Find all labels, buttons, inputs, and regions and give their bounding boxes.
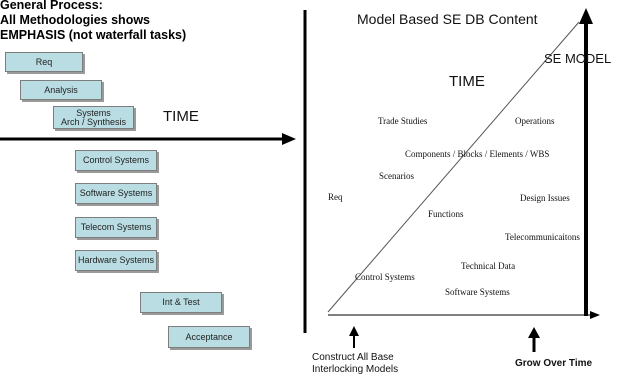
label-control-systems: Control Systems (355, 272, 415, 282)
label-functions: Functions (428, 209, 464, 219)
x-axis-arrowhead (590, 311, 600, 319)
box-int-test (140, 292, 222, 313)
label-operations: Operations (515, 116, 555, 126)
box-control-systems (75, 150, 157, 171)
se-model-arrowhead (579, 8, 593, 24)
construct-label-2: Interlocking Models (312, 364, 399, 375)
growth-diagonal-line (328, 22, 579, 312)
label-software-systems: Software Systems (445, 287, 510, 297)
right-time-label: TIME (449, 73, 485, 90)
heading-line-1: General Process: (0, 0, 103, 12)
label-scenarios: Scenarios (379, 171, 414, 181)
left-time-arrowhead (282, 133, 296, 145)
label-design-issues: Design Issues (520, 193, 570, 203)
box-telecom-label: Telecom Systems (80, 222, 152, 232)
right-title: Model Based SE DB Content (357, 11, 538, 27)
box-software-label: Software Systems (79, 188, 153, 198)
grow-over-time-label: Grow Over Time (515, 358, 593, 369)
label-telecom: Telecommunicaitons (505, 232, 580, 242)
box-hardware-systems (75, 250, 157, 271)
box-systems-label-1: Systems (76, 107, 111, 118)
construct-label-1: Construct All Base (312, 352, 394, 363)
box-analysis (20, 80, 102, 100)
construct-up-arrowhead (349, 326, 359, 336)
box-systems-arch (53, 106, 134, 129)
left-time-label: TIME (163, 108, 199, 125)
label-technical-data: Technical Data (461, 261, 516, 271)
box-hardware-label: Hardware Systems (77, 255, 155, 265)
box-req-label: Req (35, 56, 53, 67)
box-control-label: Control Systems (82, 155, 150, 165)
box-acceptance (168, 326, 250, 348)
box-telecom-systems (75, 217, 157, 238)
grow-up-arrowhead (528, 327, 540, 338)
label-components: Components / Blocks / Elements / WBS (405, 149, 550, 159)
heading-line-3: EMPHASIS (not waterfall tasks) (0, 28, 187, 42)
box-req (5, 52, 83, 72)
label-req: Req (328, 192, 343, 202)
box-analysis-label: Analysis (44, 84, 78, 95)
box-software-systems (75, 183, 157, 204)
se-model-label: SE MODEL (544, 51, 612, 66)
box-acceptance-label: Acceptance (185, 331, 233, 342)
label-trade-studies: Trade Studies (378, 116, 428, 126)
box-systems-label-2: Arch / Synthesis (60, 116, 127, 127)
box-int-test-label: Int & Test (162, 297, 200, 307)
heading-line-2: All Methodologies shows (0, 13, 151, 27)
